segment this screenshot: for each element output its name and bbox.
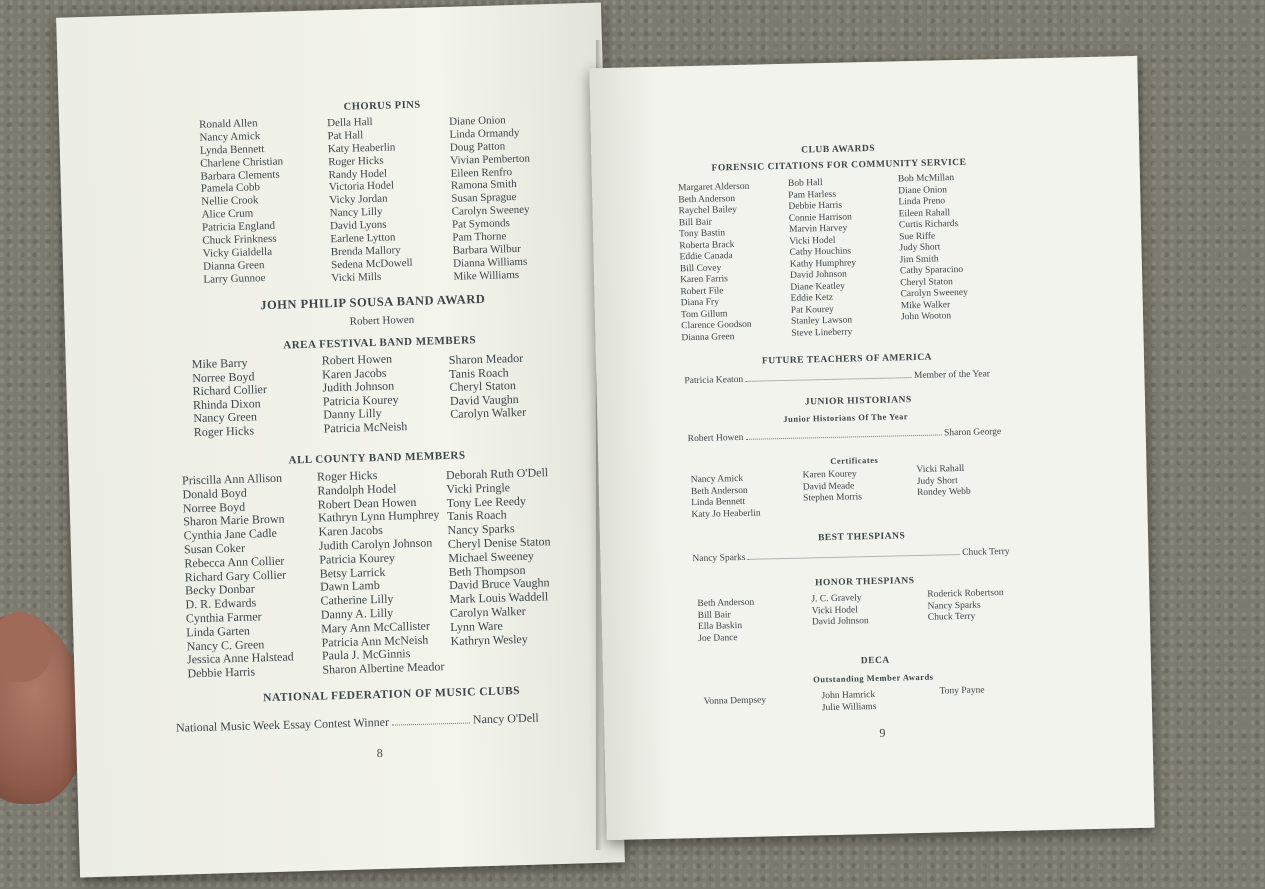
name-entry: Dawn Lamb [319,578,380,594]
name-entry: Clarence Goodson [681,319,752,332]
name-entry: Brenda Mallory [330,244,401,259]
name-entry: Vicki Mills [331,270,382,284]
name-entry: David Meade [802,480,855,493]
chorus-pins-heading: CHORUS PINS [343,99,421,113]
name-entry: Nancy Amick [690,473,744,486]
name-entry: Chuck Terry [927,611,976,623]
name-entry: D. R. Edwards [185,595,257,612]
name-entry: Julie Williams [821,701,877,713]
name-entry: Tanis Roach [446,507,507,524]
name-entry: Vicky Jordan [329,192,388,207]
name-entry: Debbie Harris [187,664,256,681]
name-entry: Raychel Bailey [678,205,737,217]
name-entry: Rondey Webb [916,486,971,498]
nfmc-winner: Nancy O'Dell [472,710,539,727]
name-entry: Della Hall [326,115,373,130]
name-entry: Sedena McDowell [330,256,413,271]
name-entry: Nancy Green [193,409,258,426]
name-entry: Pat Symonds [451,217,510,231]
name-entry: Norree Boyd [192,368,255,385]
name-entry: Patricia Kourey [319,550,396,567]
fta-line [684,369,990,386]
name-entry: Priscilla Ann Allison [181,470,283,488]
name-entry: Robert Howen [321,351,393,368]
name-entry: Rhinda Dixon [192,395,261,412]
right-page-number: 9 [879,725,886,740]
name-entry: Randy Hodel [328,167,388,181]
name-entry: Robert File [680,285,724,297]
name-entry: Cynthia Jane Cadle [183,526,278,543]
certificates-col1 [691,475,761,523]
name-entry: Roberta Brack [679,239,735,251]
name-entry: Dianna Williams [452,255,528,270]
name-entry: David Bruce Vaughn [448,575,550,593]
name-entry: Norree Boyd [182,499,246,516]
name-entry: Nancy Amick [199,130,261,144]
name-entry: Linda Garten [186,623,251,640]
name-entry: Bill Covey [679,262,722,274]
name-entry: Nancy Sparks [927,600,981,612]
name-entry: Patricia McNeish [323,418,408,435]
name-entry: Diane Keatley [790,281,846,293]
name-entry: Sharon Marie Brown [183,511,285,529]
name-entry: Carolyn Sweeney [900,287,968,300]
name-entry: David Vaughn [449,391,519,408]
deca-heading: DECA [860,655,890,667]
fta-leader [746,377,912,382]
honor-thespians-col2 [811,594,869,630]
name-entry: Carolyn Walker [450,404,527,421]
name-entry: Roger Hicks [328,154,384,168]
forensic-subheading: FORENSIC CITATIONS FOR COMMUNITY SERVICE [711,157,967,174]
name-entry: John Hamrick [821,689,876,702]
name-entry: Eileen Renfro [450,165,513,180]
name-entry: Beth Thompson [448,562,526,579]
all-county-col2 [317,467,445,677]
sousa-heading: JOHN PHILIP SOUSA BAND AWARD [260,291,486,313]
all-county-col3 [446,466,554,648]
certificates-col3 [916,465,970,501]
junior-historians-subheading: Junior Historians Of The Year [783,411,909,425]
name-entry: Richard Gary Collier [184,567,287,584]
name-entry: Bill Bair [697,609,731,621]
name-entry: Beth Anderson [678,193,736,205]
name-entry: Charlene Christian [200,155,284,170]
name-entry: Danny Lilly [323,405,382,422]
chorus-pins-col2 [327,116,413,286]
name-entry: Pat Kourey [790,304,834,316]
nfmc-leader [392,722,470,725]
name-entry: Marvin Harvey [788,223,848,235]
name-entry: Eddie Canada [679,251,733,263]
name-entry: Roger Hicks [316,467,378,484]
name-entry: Alice Crum [201,207,254,222]
thespian-leader [748,554,960,560]
name-entry: Larry Gunnoe [203,271,266,286]
junior-historians-heading: JUNIOR HISTORIANS [804,395,912,408]
name-entry: Lynn Ware [450,618,503,634]
name-entry: Nancy Sparks [447,521,515,538]
name-entry: Dianna Green [681,331,735,343]
name-entry: Mike Walker [900,299,951,311]
name-entry: Joe Dance [698,632,738,644]
name-entry: Beth Anderson [697,597,755,609]
name-entry: Karen Jacobs [318,523,384,539]
name-entry: Vivian Pemberton [450,152,531,167]
name-entry: Judy Short [916,475,958,487]
name-entry: Karen Kourey [802,469,857,481]
name-entry: Nancy Lilly [329,205,383,220]
historian-right-name: Sharon George [943,427,1002,439]
name-entry: Pat Hall [327,129,364,143]
name-entry: Betsy Larrick [319,564,386,581]
name-entry: Sue Riffe [899,231,936,242]
name-entry: Becky Donbar [184,581,255,598]
name-entry: Debbie Harris [788,200,843,212]
name-entry: Catherine Lilly [320,591,394,608]
name-entry: Donald Boyd [182,485,247,502]
name-entry: Nancy C. Green [186,636,265,653]
name-entry: Mike Barry [191,355,248,372]
name-entry: Beth Anderson [690,485,748,497]
name-entry: Linda Preno [898,196,946,208]
fta-title: Member of the Year [913,369,991,382]
name-entry: Tony Payne [939,685,985,697]
name-entry: Vicki Hodel [789,235,836,247]
name-entry: Barbara Wilbur [452,242,521,257]
historian-leader [746,434,942,439]
deca-col3 [939,687,984,700]
honor-thespians-col1 [697,599,755,646]
area-festival-col3 [449,352,527,422]
right-page [589,56,1154,840]
name-entry: Sharon Albertine Meador [322,659,445,677]
thespian-left-name: Nancy Sparks [692,552,746,565]
name-entry: Doug Patton [449,140,506,154]
name-entry: Jim Smith [899,253,939,265]
name-entry: Ronald Allen [198,117,258,131]
honor-thespians-heading: HONOR THESPIANS [814,576,915,589]
name-entry: Vicki Pringle [446,480,511,496]
name-entry: Bill Bair [678,217,712,228]
name-entry: Lynda Bennett [199,142,265,157]
name-entry: Ramona Smith [450,178,517,193]
name-entry: Judith Johnson [322,378,395,395]
name-entry: Stephen Morris [803,492,863,504]
name-entry: Judith Carolyn Johnson [318,535,433,553]
sousa-winner: Robert Howen [349,313,415,328]
junior-historians-line [688,427,1002,444]
name-entry: J. C. Gravely [811,593,862,605]
name-entry: Tony Lee Reedy [446,493,527,510]
name-entry: Vicki Hodel [811,604,858,616]
name-entry: Richard Collier [192,382,268,399]
name-entry: Earlene Lytton [330,231,396,246]
name-entry: Tony Bastin [678,228,726,240]
left-page-number: 8 [376,745,383,761]
name-entry: Vonna Dempsey [703,695,767,707]
name-entry: Stanley Lawson [791,315,853,327]
name-entry: Diane Onion [448,114,506,128]
name-entry: Mark Louis Waddell [449,589,549,607]
name-entry: Carolyn Walker [449,603,526,620]
name-entry: Kathryn Lynn Humphrey [317,507,440,526]
name-entry: Tanis Roach [448,364,509,381]
all-county-heading: ALL COUNTY BAND MEMBERS [288,449,466,467]
name-entry: Chuck Frinkness [202,232,277,247]
name-entry: Linda Bennett [691,496,746,509]
name-entry: Michael Sweeney [448,548,535,565]
nfmc-heading: NATIONAL FEDERATION OF MUSIC CLUBS [263,685,521,705]
name-entry: Margaret Alderson [677,181,750,194]
name-entry: Tom Gillum [680,308,728,320]
name-entry: Rebecca Ann Collier [184,553,285,571]
name-entry: Karen Farris [680,274,728,286]
area-festival-col1 [192,356,269,439]
name-entry: Pam Harless [788,189,837,201]
name-entry: Cheryl Staton [900,276,953,288]
name-entry: Vicky Gialdella [202,245,273,260]
name-entry: Paula J. McGinnis [321,646,411,663]
certificates-heading: Certificates [830,454,879,466]
honor-thespians-col3 [927,589,1004,625]
name-entry: Deborah Ruth O'Dell [445,465,549,483]
name-entry: Diane Onion [898,184,948,196]
name-entry: Judy Short [899,242,941,254]
name-entry: Dianna Green [202,258,265,273]
name-entry: Sharon Meador [448,350,524,367]
name-entry: Katy Jo Heaberlin [691,508,761,520]
name-entry: Ella Baskin [697,620,743,632]
name-entry: David Johnson [811,616,869,628]
name-entry: Katy Heaberlin [327,141,396,156]
deca-col2 [822,691,877,715]
name-entry: Linda Ormandy [449,126,520,141]
name-entry: Patricia Ann McNeish [321,632,429,650]
name-entry: John Wooton [900,311,952,323]
forensic-col2 [788,178,858,340]
name-entry: Steve Lineberry [791,326,853,339]
name-entry: Pam Thorne [452,230,507,244]
name-entry: Carolyn Sweeney [451,203,530,219]
best-thespians-line [692,547,1009,564]
name-entry: Eddie Ketz [790,292,834,304]
name-entry: Patricia England [201,219,276,234]
name-entry: Mary Ann McCallister [321,618,431,636]
best-thespians-heading: BEST THESPIANS [817,531,906,544]
area-festival-heading: AREA FESTIVAL BAND MEMBERS [283,334,477,352]
name-entry: Cheryl Staton [449,378,517,394]
name-entry: Roderick Robertson [927,588,1004,600]
area-festival-col2 [322,352,408,435]
name-entry: Diana Fry [680,297,720,309]
nfmc-label: National Music Week Essay Contest Winner [175,714,390,735]
name-entry: Robert Dean Howen [317,494,417,512]
nfmc-line [176,711,539,736]
name-entry: Barbara Clements [200,168,280,183]
name-entry: Connie Harrison [788,211,852,224]
fta-name: Patricia Keaton [684,374,744,387]
deca-col1 [704,696,767,709]
historian-left-name: Robert Howen [687,432,744,445]
name-entry: Nellie Crook [201,194,259,209]
name-entry: Bob McMillan [897,173,955,185]
forensic-col1 [678,183,753,346]
name-entry: Susan Sprague [451,191,517,206]
name-entry: Vicki Rahall [916,463,965,475]
name-entry: Jessica Anne Halstead [186,649,294,667]
all-county-col1 [182,471,294,681]
name-entry: Karen Jacobs [321,365,387,381]
forensic-col3 [898,174,969,325]
name-entry: Cathy Sparacino [899,264,964,277]
name-entry: Susan Coker [183,540,246,557]
chorus-pins-col3 [449,115,533,285]
thespian-right-name: Chuck Terry [962,546,1010,558]
name-entry: Patricia Kourey [322,391,399,408]
club-awards-heading: CLUB AWARDS [801,143,876,156]
name-entry: David Johnson [789,269,847,281]
name-entry: Kathryn Wesley [450,631,528,648]
name-entry: Curtis Richards [898,218,959,231]
name-entry: Mike Williams [453,268,520,283]
name-entry: Pamela Cobb [200,181,261,196]
name-entry: Randolph Hodel [317,481,397,498]
name-entry: Danny A. Lilly [320,605,394,622]
name-entry: Victoria Hodel [328,179,395,194]
left-page [56,3,625,878]
name-entry: Cathy Houchins [789,246,852,258]
name-entry: David Lyons [329,218,387,233]
name-entry: Eileen Rahall [898,207,951,219]
name-entry: Roger Hicks [193,422,255,439]
chorus-pins-col1 [199,118,286,288]
fta-heading: FUTURE TEACHERS OF AMERICA [761,352,933,367]
name-entry: Bob Hall [787,178,823,189]
deca-subheading: Outstanding Member Awards [813,671,934,685]
certificates-col2 [803,470,863,506]
name-entry: Kathy Humphrey [789,257,857,270]
name-entry: Cynthia Farmer [185,609,262,626]
name-entry: Cheryl Denise Staton [447,534,551,552]
